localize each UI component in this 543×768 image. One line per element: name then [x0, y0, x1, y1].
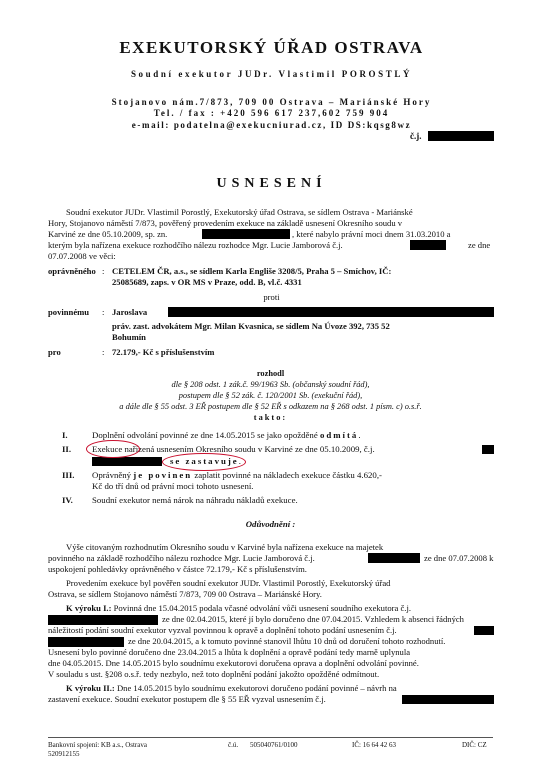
office-phone: Tel. / fax : +420 596 617 237,602 759 904	[153, 108, 390, 118]
verdict-number: III.	[62, 470, 75, 480]
colon: :	[102, 266, 105, 276]
document-title: USNESENÍ	[216, 176, 327, 191]
redaction-bar	[92, 457, 162, 466]
redaction-bar	[474, 626, 494, 635]
verdict-text: Exekuce nařízená usnesením Okresního soudu v Karviné ze dne 05.10.2009, č.j.	[92, 444, 375, 454]
verdict-item	[92, 470, 492, 481]
legal-basis: postupem dle § 52 zák. č. 120/2001 Sb. (exekuční řád),	[178, 391, 363, 400]
footer-divider	[48, 737, 493, 738]
reasoning-line: zastavení exekuce. Soudní exekutor postupem dle § 55 EŘ vyzval usnesením č.j.	[48, 694, 326, 704]
footer-account: 505040761/0100	[250, 741, 298, 749]
reasoning-line: Výše citovaným rozhodnutím Okresního soudu v Karviné byla nařízena exekuce na majetek	[66, 542, 384, 552]
redaction-bar	[410, 240, 446, 250]
against-label: proti	[263, 292, 280, 302]
verdict-emphasis: se zastavuje	[170, 456, 239, 466]
creditor-line: 25085689, zaps. v OR MS v Praze, odd. B, vl.č. 4331	[112, 277, 302, 287]
annotation-circle	[162, 453, 246, 471]
executor-name: Soudní exekutor JUDr. Vlastimil POROSTLÝ	[130, 69, 413, 79]
debtor-name: Jaroslava	[112, 307, 148, 317]
for-label: pro	[48, 347, 61, 357]
debtor-city: Bohumín	[112, 332, 146, 342]
redaction-bar	[368, 553, 420, 563]
reference-label: č.j.	[410, 131, 422, 141]
reasoning-line: dne 04.05.2015. Dne 14.05.2015 bylo soudnímu exekutorovi doručena oprava a doplnění odvolání povinné.	[48, 658, 419, 668]
footer-account-label: č.ú.	[228, 741, 239, 749]
footer-dic: DIČ: CZ	[462, 741, 487, 749]
footer-bank: Bankovní spojení: KB a.s., Ostrava	[48, 741, 147, 749]
verdict-text: Doplnění odvolání povinné ze dne 14.05.2015 se jako opožděné	[92, 430, 318, 440]
legal-basis: dle § 208 odst. 1 zák.č. 99/1963 Sb. (občanský soudní řád),	[171, 380, 370, 389]
reasoning-line: Usnesení bylo povinné doručeno dne 23.04.2015 a lhůta k doplnění a opravě podání tedy marně uplynula	[48, 647, 411, 657]
colon: :	[102, 307, 105, 317]
annotation-circle	[86, 440, 140, 458]
verdict-number: IV.	[62, 495, 73, 505]
redaction-bar	[482, 445, 494, 454]
reasoning-label: K výroku II.:	[66, 683, 115, 693]
reasoning-line: Ostrava, se sídlem Stojanovo náměstí 7/873, 709 00 Ostrava – Mariánské Hory.	[48, 589, 322, 599]
verdict-item: Kč do tří dnů od právní moci tohoto usnesení.	[92, 481, 254, 491]
reasoning-line: Provedením exekuce byl pověřen soudní exekutor JUDr. Vlastimil Porostlý, Exekutorský úřad	[66, 578, 391, 588]
reasoning-line: ze dne 20.04.2015, a k tomuto povinné stanovil lhůtu 10 dnů od doručení tohoto rozhodnutí.	[128, 636, 446, 646]
reasoning-line: uspokojení pohledávky oprávněného v částce 72.179,- Kč s příslušenstvím.	[48, 564, 307, 574]
reasoning-label: K výroku I.:	[66, 603, 112, 613]
reasoning-line: povinného na základě rozhodčího nálezu rozhodce Mgr. Lucie Jamborová č.j.	[48, 553, 315, 563]
footer-dic-number: 520912155	[48, 750, 80, 758]
office-address: Stojanovo nám.7/873, 709 00 Ostrava – Mariánské Hory	[111, 97, 432, 107]
reasoning-text: Povinná dne 15.04.2015 podala včasné odvolání vůči usnesení soudního exekutora č.j.	[113, 603, 411, 613]
redaction-bar	[48, 637, 124, 647]
creditor-label: oprávněného	[48, 266, 96, 276]
intro-line: ze dne	[468, 240, 491, 250]
redaction-bar	[202, 229, 290, 239]
intro-line: Hory, Stojanovo náměstí 7/873, pověřený provedením exekuce na základě usnesení Okresního soudu v	[48, 218, 403, 228]
reasoning-line: ze dne 02.04.2015, které jí bylo doručeno dne 07.04.2015. Vzhledem k absenci řádných	[162, 614, 464, 624]
verdict-text: Oprávněný	[92, 470, 132, 480]
creditor-line: CETELEM ČR, a.s., se sídlem Karla Engliše 3208/5, Praha 5 – Smíchov, IČ:	[112, 266, 392, 276]
decision-heading: rozhodl	[256, 369, 285, 378]
reasoning-line: V souladu s ust. §208 o.s.ř. tedy nezbylo, než toto doplnění podání jakožto opožděné odmítnout.	[48, 669, 380, 679]
legal-basis: a dále dle § 55 odst. 3 EŘ postupem dle § 52 EŘ s odkazem na § 268 odst. 1 písm. c) o.s.ř.	[119, 402, 422, 411]
verdict-item	[92, 444, 492, 455]
reasoning-line	[66, 603, 411, 614]
verdict-number: I.	[62, 430, 68, 440]
intro-line: , které nabylo právní moci dnem 31.03.2010 a	[292, 229, 451, 239]
reference-number	[410, 131, 422, 141]
claim-amount: 72.179,- Kč s příslušenstvím	[112, 347, 215, 357]
verdict-text: zaplatit povinné na nákladech exekuce částku 4.620,-	[194, 470, 382, 480]
colon: :	[102, 347, 105, 357]
intro-line: Karviné ze dne 05.10.2009, sp. zn.	[48, 229, 168, 239]
footer-ico: IČ: 16 64 42 63	[352, 741, 396, 749]
redaction-bar	[428, 131, 494, 141]
reasoning-text: Dne 14.05.2015 bylo soudnímu exekutorovi doručeno podání povinné – návrh na	[116, 683, 397, 693]
intro-line: Soudní exekutor JUDr. Vlastimil Porostlý, Exekutorský úřad Ostrava, se sídlem Ostrava - Mariánské	[66, 207, 413, 217]
reasoning-heading: Odůvodnění :	[245, 519, 296, 529]
verdict-item: Soudní exekutor nemá nárok na náhradu nákladů exekuce.	[92, 495, 298, 505]
debtor-label: povinnému	[48, 307, 90, 317]
office-title: EXEKUTORSKÝ ÚŘAD OSTRAVA	[119, 38, 424, 57]
debtor-representative: práv. zast. advokátem Mgr. Milan Kvasnica, se sídlem Na Úvoze 392, 735 52	[112, 321, 390, 331]
redaction-bar	[168, 307, 494, 317]
verdict-emphasis: odmítá	[319, 430, 359, 440]
verdict-emphasis: je povinen	[133, 470, 193, 480]
thus-label: takto:	[253, 413, 288, 422]
redaction-bar	[402, 695, 494, 704]
verdict-text: .	[358, 430, 361, 440]
reasoning-line	[66, 683, 397, 694]
office-email: e-mail: podatelna@exekucniurad.cz, ID DS:kqsg8wz	[131, 120, 412, 130]
verdict-number: II.	[62, 444, 72, 454]
redaction-bar	[48, 615, 158, 625]
reasoning-line: ze dne 07.07.2008 k	[424, 553, 494, 563]
intro-line: 07.07.2008 ve věci:	[48, 251, 116, 261]
verdict-text: .	[238, 456, 241, 466]
verdict-item	[92, 430, 492, 441]
intro-line: kterým byla nařízena exekuce rozhodčího nálezu rozhodce Mgr. Lucie Jamborová č.j.	[48, 240, 343, 250]
reasoning-line: náležitostí podání soudní exekutor vyzval povinnou k opravě a doplnění tohoto podání usnesením č.j.	[48, 625, 397, 635]
